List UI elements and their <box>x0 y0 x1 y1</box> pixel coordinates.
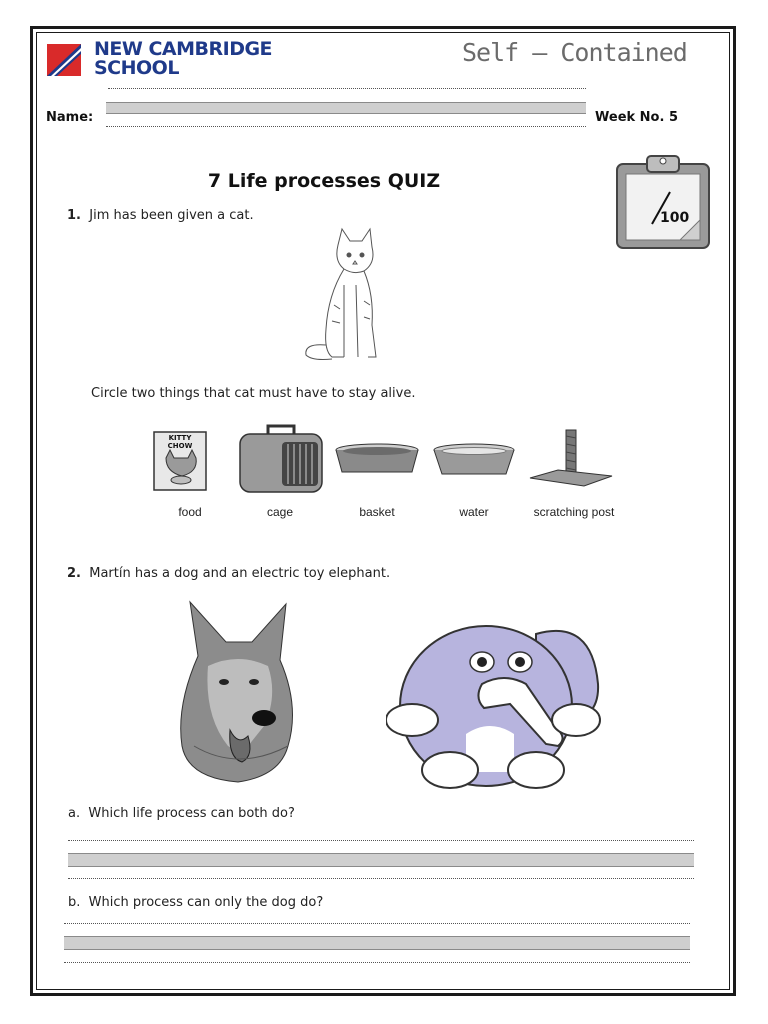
question-2a-text: Which life process can both do? <box>88 806 295 821</box>
water-bowl-icon[interactable] <box>432 442 516 478</box>
school-logo-icon <box>47 44 81 76</box>
item-label-cage: cage <box>266 505 294 519</box>
answer-2a-band[interactable] <box>68 853 694 867</box>
basket-icon[interactable] <box>334 442 420 476</box>
school-name <box>94 40 272 78</box>
answer-2a-dotted-bottom <box>68 878 694 879</box>
question-2b-text: Which process can only the dog do? <box>88 895 324 910</box>
cage-icon[interactable] <box>238 424 324 496</box>
item-label-water: water <box>459 505 489 519</box>
question-1-instruction: Circle two things that cat must have to stay alive. <box>91 386 416 401</box>
question-1-text: Jim has been given a cat. <box>89 208 254 223</box>
answer-2a-dotted-top <box>68 840 694 841</box>
score-max: 100 <box>660 210 690 226</box>
question-1 <box>67 208 254 223</box>
question-2b-label: b. <box>68 895 81 910</box>
name-label: Name: <box>46 110 94 125</box>
school-name-line2: SCHOOL <box>94 57 179 79</box>
header-dotted-line <box>108 88 586 89</box>
question-2-text: Martín has a dog and an electric toy elephant. <box>89 566 391 581</box>
question-2-number: 2. <box>67 566 81 581</box>
item-label-food: food <box>178 505 202 519</box>
question-2 <box>67 566 390 581</box>
week-label: Week No. 5 <box>595 110 679 125</box>
name-answer-band[interactable] <box>106 102 586 114</box>
answer-2b-dotted-top <box>64 923 690 924</box>
question-2a <box>68 806 295 821</box>
section-title: Self – Contained <box>462 38 687 67</box>
answer-2b-band[interactable] <box>64 936 690 950</box>
question-1-number: 1. <box>67 208 81 223</box>
question-2b <box>68 895 323 910</box>
dog-illustration <box>168 596 308 786</box>
item-label-basket: basket <box>359 505 395 519</box>
school-name-line1: NEW CAMBRIDGE <box>94 38 273 60</box>
cat-illustration <box>298 225 388 365</box>
clipboard-score-icon <box>614 152 712 250</box>
food-box-text: KITTY CHOW <box>167 434 193 450</box>
scratching-post-icon[interactable] <box>528 428 614 490</box>
toy-elephant-illustration <box>386 624 602 790</box>
quiz-title: 7 Life processes QUIZ <box>207 170 441 192</box>
question-2a-label: a. <box>68 806 81 821</box>
name-dotted-line <box>106 126 586 127</box>
answer-2b-dotted-bottom <box>64 962 690 963</box>
item-label-scratching-post: scratching post <box>533 505 615 519</box>
